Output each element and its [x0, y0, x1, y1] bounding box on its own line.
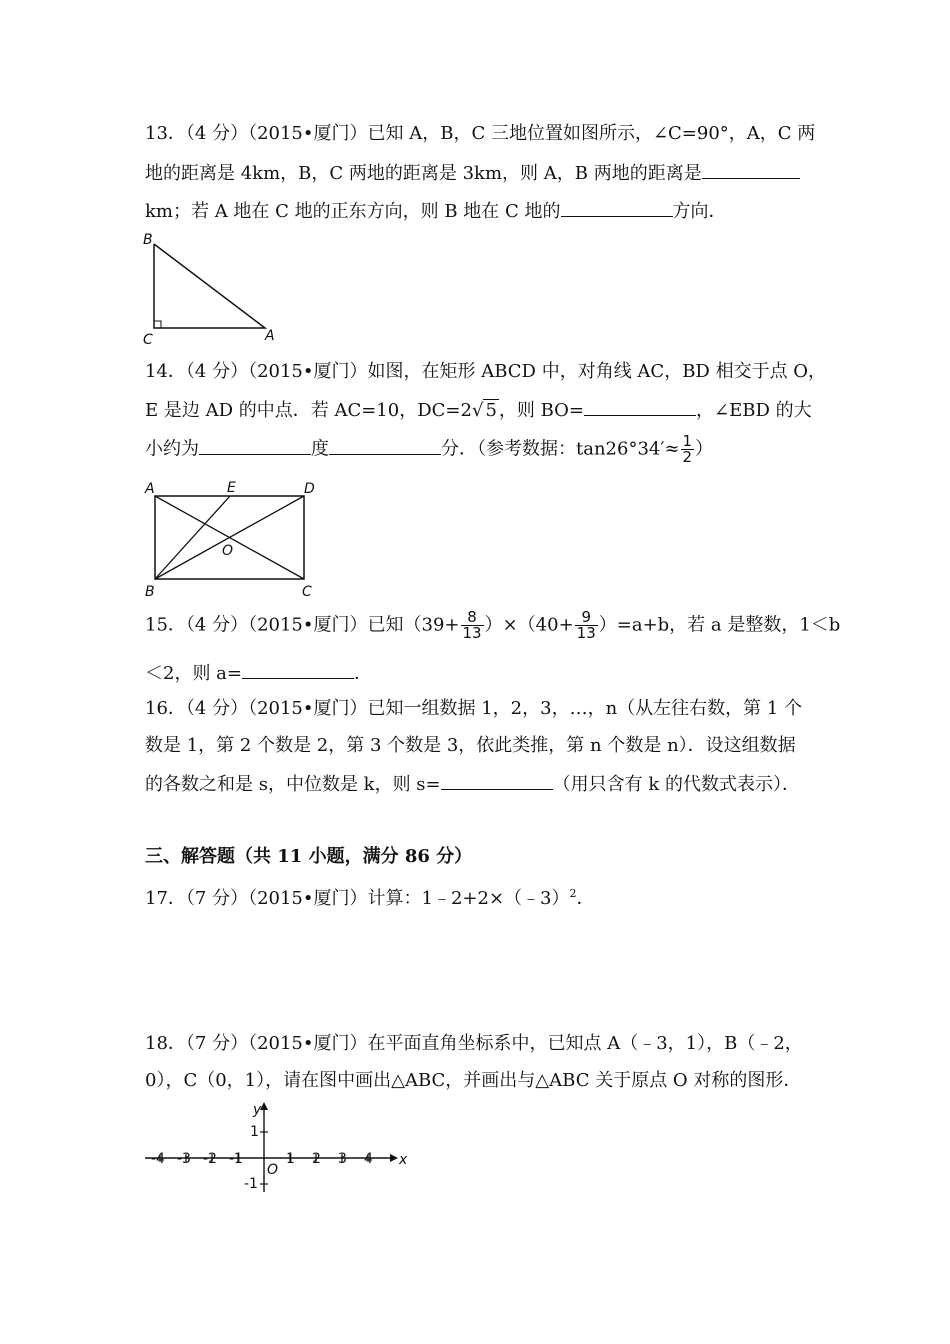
x-tick-label: -4	[151, 1151, 165, 1167]
q14-line-3-text-b: 度	[311, 438, 329, 460]
fraction-8-13	[461, 610, 484, 641]
x-tick-label: 1	[286, 1151, 295, 1167]
q15-line-1-text-c: ）=a+b，若 a 是整数，1＜b	[598, 614, 841, 636]
q14-fig-label-b: B	[145, 584, 155, 600]
x-tick-label: -3	[177, 1151, 191, 1167]
q15-line-2	[145, 660, 372, 686]
q13-line-3-text-b: 方向．	[672, 201, 727, 222]
q14-line-2	[145, 397, 812, 423]
q17-text: 17．（7 分）（2015•厦门）计算：1﹣2+2×（﹣3）	[145, 888, 570, 909]
q15-line-1	[145, 610, 840, 641]
fraction-9-13	[575, 610, 598, 641]
q15-line-2-text-b: ．	[354, 663, 372, 684]
q13-answer-blank-2[interactable]	[561, 198, 673, 217]
q14-line-3-text-a: 小约为	[145, 438, 199, 460]
q15-answer-blank[interactable]	[242, 660, 354, 679]
q13-triangle-figure	[135, 228, 295, 350]
q15-line-1-text-b: ）×（40+	[484, 614, 574, 636]
x-tick-label: 4	[364, 1151, 373, 1167]
q14-answer-blank-2[interactable]	[199, 436, 311, 455]
q13-answer-blank-1[interactable]	[702, 160, 800, 179]
q16-line-3-text-a: 的各数之和是 s，中位数是 k，则 s=	[145, 774, 441, 795]
sqrt-radicand: 5	[485, 400, 497, 421]
sqrt-symbol: √ 5	[471, 400, 497, 421]
q18-coordinate-axes	[140, 1098, 410, 1198]
q13-line-2-text: 地的距离是 4km，B，C 两地的距离是 3km，则 A，B 两地的距离是	[145, 163, 702, 184]
q18-line-2: 0），C（0，1），请在图中画出△ABC，并画出与△ABC 关于原点 O 对称的图形．	[145, 1070, 802, 1091]
q17-line	[145, 882, 594, 911]
q14-line-3-text-c: 分．（参考数据：tan26°34′≈	[441, 438, 680, 460]
q13-fig-label-a: A	[265, 328, 275, 344]
q13-line-1: 13．（4 分）（2015•厦门）已知 A，B，C 三地位置如图所示，∠C=90°，A，C 两	[145, 123, 816, 144]
q13-fig-label-b: B	[143, 232, 153, 248]
fraction-denominator: 13	[576, 624, 596, 642]
q15-line-2-text-a: ＜2，则 a=	[145, 663, 242, 684]
q16-line-3-text-b: （用只含有 k 的代数式表示）．	[552, 774, 800, 795]
fraction-numerator: 9	[575, 610, 598, 626]
q17-end: ．	[576, 888, 595, 909]
q14-rectangle-figure	[140, 478, 330, 600]
q16-answer-blank[interactable]	[441, 771, 553, 790]
q18-line-1: 18．（7 分）（2015•厦门）在平面直角坐标系中，已知点 A（﹣3，1），B（﹣2，	[145, 1033, 803, 1054]
q16-line-1: 16．（4 分）（2015•厦门）已知一组数据 1，2，3，…，n（从左往右数，第 1 个	[145, 698, 803, 719]
x-axis-label: x	[399, 1152, 408, 1168]
fraction-denominator: 13	[462, 624, 482, 642]
q14-line-2-text-a: E 是边 AD 的中点．若 AC=10，DC=2	[145, 400, 472, 421]
q14-line-1: 14．（4 分）（2015•厦门）如图，在矩形 ABCD 中，对角线 AC，BD 相交于点 O，	[145, 361, 827, 382]
x-tick-label: 2	[312, 1151, 321, 1167]
fraction-denominator: 2	[682, 448, 693, 466]
fraction-numerator: 8	[461, 610, 484, 626]
q14-line-3	[145, 434, 713, 465]
q15-line-1-text-a: 15．（4 分）（2015•厦门）已知（39+	[145, 614, 460, 636]
origin-label: O	[267, 1162, 279, 1178]
q16-line-3	[145, 771, 800, 797]
section-3-title: 三、解答题（共 11 小题，满分 86 分）	[145, 846, 473, 867]
q14-fig-label-c: C	[302, 584, 312, 600]
q13-line-2	[145, 160, 800, 186]
q14-line-2-text-c: ，∠EBD 的大	[696, 400, 812, 421]
q14-fig-label-o: O	[222, 543, 234, 559]
q14-fig-label-a: A	[145, 481, 155, 497]
q14-answer-blank-1[interactable]	[584, 397, 696, 416]
q14-fig-label-e: E	[227, 480, 236, 496]
x-tick-label: -1	[229, 1151, 243, 1167]
q17-exponent: 2	[569, 887, 577, 900]
q14-fig-label-d: D	[304, 481, 315, 497]
x-tick-label: 3	[338, 1151, 347, 1167]
q13-line-3-text-a: km；若 A 地在 C 地的正东方向，则 B 地在 C 地的	[145, 201, 561, 222]
fraction-numerator: 1	[682, 432, 693, 450]
y-tick-label: 1	[250, 1124, 259, 1140]
q13-line-3	[145, 198, 727, 224]
x-tick-label: -2	[203, 1151, 217, 1167]
q14-line-2-text-b: ，则 BO=	[498, 400, 585, 421]
q16-line-2: 数是 1，第 2 个数是 2，第 3 个数是 3，依此类推，第 n 个数是 n）．设这组数据	[145, 735, 796, 756]
q14-line-3-text-d: ）	[695, 438, 714, 460]
y-tick-label: -1	[244, 1176, 258, 1192]
y-axis-label: y	[253, 1102, 262, 1118]
q14-answer-blank-3[interactable]	[329, 436, 441, 455]
fraction-one-half	[681, 434, 695, 465]
q13-fig-label-c: C	[143, 332, 153, 348]
